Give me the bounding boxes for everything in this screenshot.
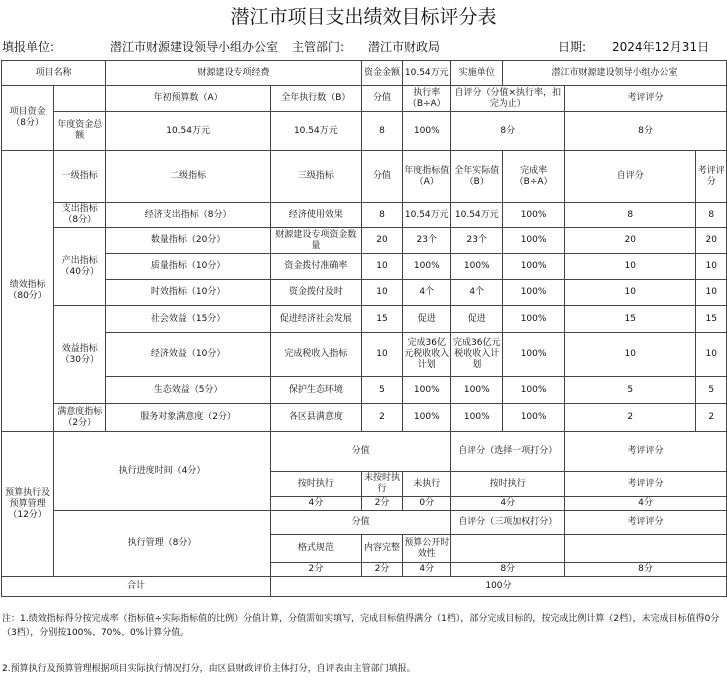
perf-score: 8 xyxy=(361,203,402,228)
fund-value: 10.54万元 xyxy=(403,61,451,86)
unit-value: 潜江市财源建设领导小组办公室 xyxy=(110,40,279,54)
dept-label: 主管部门: xyxy=(292,40,345,54)
perf-l2: 生态效益（5分） xyxy=(106,377,271,404)
perf-score: 10 xyxy=(361,254,402,280)
perf-actual: 10.54万元 xyxy=(451,203,503,228)
exec-a-self-sub: 按时执行 xyxy=(451,472,565,497)
perf-actual: 100% xyxy=(451,254,503,280)
note-2: 2.预算执行及预算管理根据项目实际执行情况打分，由区县财政评价主体打分，自评表由主管部门填报。 xyxy=(2,664,416,674)
perf-score: 5 xyxy=(361,377,402,404)
total-label: 合计 xyxy=(2,577,271,597)
impl-label: 实施单位 xyxy=(451,61,503,86)
perf-h-l1: 一级指标 xyxy=(54,151,106,203)
perf-actual: 23个 xyxy=(451,228,503,254)
perf-eval: 10 xyxy=(696,280,727,306)
exec-b-h-eval: 考评评分 xyxy=(565,511,727,535)
exec-b-sub: 格式规范 xyxy=(270,535,361,563)
perf-h-self: 自评分 xyxy=(565,151,696,203)
perf-l3: 完成税收入指标 xyxy=(270,333,361,377)
exec-b-sub: 内容完整 xyxy=(361,535,402,563)
impl-value: 潜江市财源建设领导小组办公室 xyxy=(503,61,727,86)
perf-l2: 经济支出指标（8分） xyxy=(106,203,271,228)
perf-l3: 财源建设专项资金数量 xyxy=(270,228,361,254)
perf-h-ratio: 完成率（B÷A） xyxy=(503,151,565,203)
perf-target: 23个 xyxy=(403,228,451,254)
exec-b-self: 8分 xyxy=(451,563,565,577)
perf-l2: 数量指标（20分） xyxy=(106,228,271,254)
exec-a-label: 执行进度时间（4分） xyxy=(54,432,271,511)
perf-target: 促进 xyxy=(403,306,451,333)
total-value: 100分 xyxy=(270,577,726,597)
perf-self: 10 xyxy=(565,254,696,280)
perf-h-eval: 考评评分 xyxy=(696,151,727,203)
exec-a-sub: 按时执行 xyxy=(270,472,361,497)
perf-eval: 10 xyxy=(696,333,727,377)
exec-b-eval-blank xyxy=(565,535,727,563)
perf-target: 100% xyxy=(403,404,451,432)
exec-b-label: 执行管理（8分） xyxy=(54,511,271,577)
perf-self: 15 xyxy=(565,306,696,333)
exec-b-sub: 预算公开时效性 xyxy=(403,535,451,563)
perf-l3: 资金拨付及时 xyxy=(270,280,361,306)
exec-a-h-eval: 考评评分 xyxy=(565,432,727,472)
perf-l3: 保护生态环境 xyxy=(270,377,361,404)
perf-ratio: 100% xyxy=(503,254,565,280)
perf-ratio: 100% xyxy=(503,333,565,377)
exec-a-h-self: 自评分（选择一项打分） xyxy=(451,432,565,472)
perf-l1: 满意度指标（2分） xyxy=(54,404,106,432)
funds-h-budget: 年初预算数（A） xyxy=(106,86,271,112)
funds-self: 8分 xyxy=(451,112,565,151)
perf-ratio: 100% xyxy=(503,404,565,432)
exec-b-sub-val: 2分 xyxy=(361,563,402,577)
exec-a-eval: 4分 xyxy=(565,497,727,511)
exec-section: 预算执行及预算管理（12分） xyxy=(2,432,54,577)
exec-b-h-self: 自评分（三项加权打分） xyxy=(451,511,565,535)
perf-self: 10 xyxy=(565,333,696,377)
project-name-label: 项目名称 xyxy=(2,61,106,86)
exec-a-h-score: 分值 xyxy=(270,432,450,472)
perf-h-target: 年度指标值（A） xyxy=(403,151,451,203)
exec-b-eval: 8分 xyxy=(565,563,727,577)
funds-blank xyxy=(54,86,106,112)
perf-l1: 产出指标（40分） xyxy=(54,228,106,306)
perf-actual: 促进 xyxy=(451,306,503,333)
funds-rate: 100% xyxy=(403,112,451,151)
perf-l2: 时效指标（10分） xyxy=(106,280,271,306)
perf-actual: 100% xyxy=(451,404,503,432)
funds-h-rate: 执行率（B÷A） xyxy=(403,86,451,112)
date-value: 2024年12月31日 xyxy=(612,40,710,54)
perf-section: 绩效指标（80分） xyxy=(2,151,54,432)
perf-h-score: 分值 xyxy=(361,151,402,203)
perf-actual: 完成36亿元税收收入计划 xyxy=(451,333,503,377)
perf-eval: 8 xyxy=(696,203,727,228)
perf-l1: 支出指标（8分） xyxy=(54,203,106,228)
perf-actual: 4个 xyxy=(451,280,503,306)
perf-l2: 经济效益（10分） xyxy=(106,333,271,377)
perf-ratio: 100% xyxy=(503,280,565,306)
perf-actual: 100% xyxy=(451,377,503,404)
funds-h-self: 自评分（分值×执行率，扣完为止） xyxy=(451,86,565,112)
score-table xyxy=(1,60,727,597)
exec-b-self-blank xyxy=(451,535,565,563)
perf-ratio: 100% xyxy=(503,203,565,228)
funds-budget: 10.54万元 xyxy=(106,112,271,151)
perf-l3: 资金拨付准确率 xyxy=(270,254,361,280)
funds-exec: 10.54万元 xyxy=(270,112,361,151)
perf-self: 8 xyxy=(565,203,696,228)
funds-h-exec: 全年执行数（B） xyxy=(270,86,361,112)
perf-eval: 15 xyxy=(696,306,727,333)
perf-ratio: 100% xyxy=(503,228,565,254)
exec-a-sub-val: 2分 xyxy=(361,497,402,511)
perf-eval: 2 xyxy=(696,404,727,432)
perf-ratio: 100% xyxy=(503,306,565,333)
funds-h-score: 分值 xyxy=(361,86,402,112)
dept-value: 潜江市财政局 xyxy=(368,40,441,54)
perf-target: 4个 xyxy=(403,280,451,306)
perf-h-actual: 全年实际值（B） xyxy=(451,151,503,203)
exec-a-sub-val: 0分 xyxy=(403,497,451,511)
perf-target: 10.54万元 xyxy=(403,203,451,228)
exec-b-h-score: 分值 xyxy=(270,511,450,535)
project-name-value: 财源建设专项经费 xyxy=(106,61,361,86)
exec-a-self: 4分 xyxy=(451,497,565,511)
perf-self: 10 xyxy=(565,280,696,306)
perf-l1: 效益指标（30分） xyxy=(54,306,106,404)
perf-target: 100% xyxy=(403,377,451,404)
perf-eval: 5 xyxy=(696,377,727,404)
perf-self: 5 xyxy=(565,377,696,404)
exec-a-eval-sub: 考评评分 xyxy=(565,472,727,497)
perf-h-l3: 三级指标 xyxy=(270,151,361,203)
perf-l3: 各区县满意度 xyxy=(270,404,361,432)
perf-score: 2 xyxy=(361,404,402,432)
exec-b-sub-val: 2分 xyxy=(270,563,361,577)
perf-self: 2 xyxy=(565,404,696,432)
date-label: 日期: xyxy=(558,40,587,54)
exec-a-sub-val: 4分 xyxy=(270,497,361,511)
perf-l3: 促进经济社会发展 xyxy=(270,306,361,333)
perf-score: 10 xyxy=(361,280,402,306)
perf-ratio: 100% xyxy=(503,377,565,404)
funds-eval: 8分 xyxy=(565,112,727,151)
perf-score: 20 xyxy=(361,228,402,254)
perf-target: 完成36亿元税收收入计划 xyxy=(403,333,451,377)
perf-eval: 10 xyxy=(696,254,727,280)
unit-label: 填报单位: xyxy=(2,40,55,54)
funds-h-eval: 考评评分 xyxy=(565,86,727,112)
exec-a-sub: 未按时执行 xyxy=(361,472,402,497)
perf-target: 100% xyxy=(403,254,451,280)
perf-score: 15 xyxy=(361,306,402,333)
fund-label: 资金金额 xyxy=(361,61,402,86)
exec-a-sub: 未执行 xyxy=(403,472,451,497)
perf-l2: 服务对象满意度（2分） xyxy=(106,404,271,432)
perf-score: 10 xyxy=(361,333,402,377)
perf-self: 20 xyxy=(565,228,696,254)
perf-h-l2: 二级指标 xyxy=(106,151,271,203)
funds-section: 项目资金（8分） xyxy=(2,86,54,151)
perf-l2: 质量指标（10分） xyxy=(106,254,271,280)
perf-l2: 社会效益（15分） xyxy=(106,306,271,333)
perf-eval: 20 xyxy=(696,228,727,254)
perf-l3: 经济使用效果 xyxy=(270,203,361,228)
page-title: 潜江市项目支出绩效目标评分表 xyxy=(230,6,497,28)
exec-b-sub-val: 4分 xyxy=(403,563,451,577)
note-1: 注：1.绩效指标得分按完成率（指标值÷实际指标值的比例）分值计算，分值需如实填写，完成目标值得满分（1档），部分完成目标的，按完成比例计算（2档），未完成目标值得0分（3档），分别按100%、70%、0%计算分值。 xyxy=(2,614,720,638)
funds-row-label: 年度资金总额 xyxy=(54,112,106,151)
funds-score: 8 xyxy=(361,112,402,151)
